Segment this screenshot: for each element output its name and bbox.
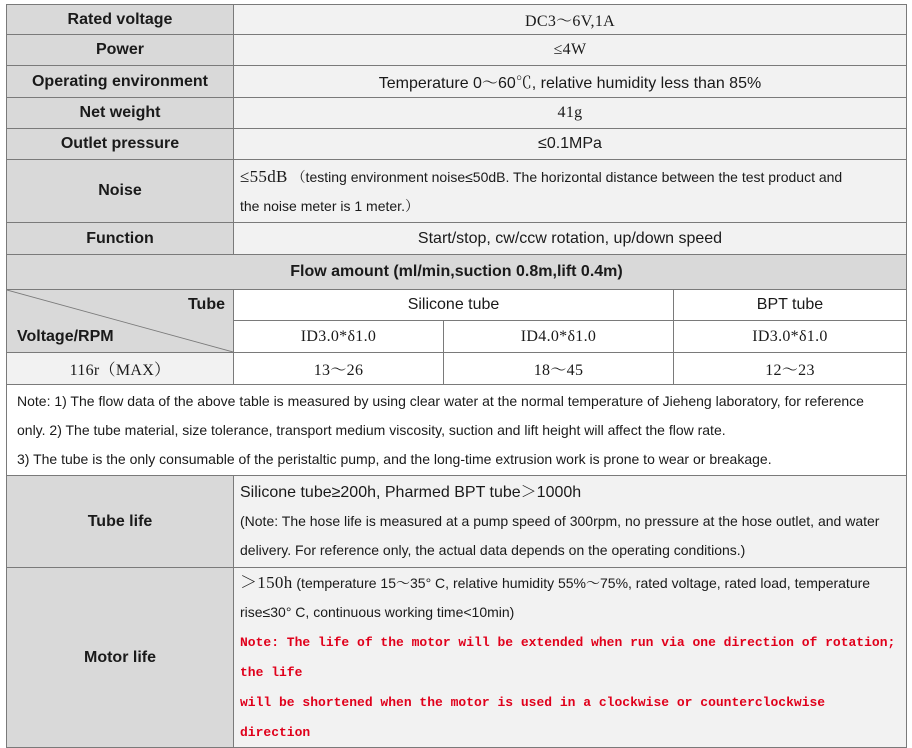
motor-life-detail: (temperature 15～35° C, relative humidity 55%～75%, rated voltage, rated load, temperature <box>292 575 871 591</box>
row-tube-life <box>7 476 907 568</box>
motor-life-detail: rise≤30° C, continuous working time<10min) <box>240 604 515 620</box>
tube-life-value <box>234 476 907 568</box>
motor-life-main: ＞150h <box>240 573 293 592</box>
row-flow-values <box>7 353 907 385</box>
function-label: Function <box>7 223 234 255</box>
tube-size: ID3.0*δ1.0 <box>234 321 444 353</box>
row-power <box>7 35 907 66</box>
motor-life-label: Motor life <box>7 568 234 748</box>
tube-size: ID3.0*δ1.0 <box>674 321 907 353</box>
function-value: Start/stop, cw/ccw rotation, up/down speed <box>234 223 907 255</box>
motor-life-value <box>234 568 907 748</box>
tube-corner-label: Tube <box>187 296 225 313</box>
operating-environment-value: Temperature 0～60℃, relative humidity less than 85% <box>234 66 907 98</box>
flow-note <box>7 385 907 476</box>
outlet-pressure-value: ≤0.1MPa <box>234 129 907 160</box>
tube-size: ID4.0*δ1.0 <box>444 321 674 353</box>
row-function <box>7 223 907 255</box>
power-value: ≤4W <box>234 35 907 66</box>
outlet-pressure-label: Outlet pressure <box>7 129 234 160</box>
row-flow-title <box>7 255 907 290</box>
flow-amount-title: Flow amount (ml/min,suction 0.8m,lift 0.4m) <box>7 255 907 290</box>
operating-environment-label: Operating environment <box>7 66 234 98</box>
row-note <box>7 385 907 476</box>
row-operating-environment <box>7 66 907 98</box>
note-line: 3) The tube is the only consumable of the peristaltic pump, and the long-time extrusion work is prone to wear or breakage. <box>17 450 772 467</box>
power-label: Power <box>7 35 234 66</box>
row-motor-life <box>7 568 907 748</box>
flow-value: 12～23 <box>674 353 907 385</box>
bpt-tube-header: BPT tube <box>674 290 907 321</box>
rated-voltage-label: Rated voltage <box>7 5 234 35</box>
flow-value: 13～26 <box>234 353 444 385</box>
noise-note: （testing environment noise≤50dB. The horizontal distance between the test product and <box>291 168 843 185</box>
row-net-weight <box>7 98 907 129</box>
flow-value: 18～45 <box>444 353 674 385</box>
tube-life-label: Tube life <box>7 476 234 568</box>
rpm-value: 116r（MAX） <box>7 353 234 385</box>
motor-life-warning: will be shortened when the motor is used in a clockwise or counterclockwise direction <box>240 695 826 740</box>
spec-table <box>6 4 907 748</box>
voltage-rpm-corner-label: Voltage/RPM <box>17 328 114 345</box>
tube-life-note: delivery. For reference only, the actual data depends on the operating conditions.) <box>240 542 746 558</box>
silicone-tube-header: Silicone tube <box>234 290 674 321</box>
noise-label: Noise <box>7 160 234 223</box>
net-weight-label: Net weight <box>7 98 234 129</box>
motor-life-warning: Note: The life of the motor will be extended when run via one direction of rotation; the life <box>240 635 896 680</box>
row-rated-voltage <box>7 5 907 35</box>
note-line: Note: 1) The flow data of the above table is measured by using clear water at the normal temperature of Jieheng laboratory, for reference <box>17 392 864 409</box>
net-weight-value: 41g <box>234 98 907 129</box>
tube-voltage-corner <box>7 290 234 353</box>
note-line: only. 2) The tube material, size tolerance, transport medium viscosity, suction and lift height will affect the flow rate. <box>17 421 726 438</box>
tube-life-note: (Note: The hose life is measured at a pump speed of 300rpm, no pressure at the hose outlet, and water <box>240 513 880 529</box>
rated-voltage-value: DC3～6V,1A <box>234 5 907 35</box>
noise-level: ≤55dB <box>240 166 288 186</box>
noise-note-cont: the noise meter is 1 meter.） <box>240 197 419 214</box>
row-outlet-pressure <box>7 129 907 160</box>
row-tube-types <box>7 290 907 321</box>
noise-value <box>234 160 907 223</box>
tube-life-main: Silicone tube≥200h, Pharmed BPT tube＞1000h <box>240 484 582 501</box>
row-noise <box>7 160 907 223</box>
